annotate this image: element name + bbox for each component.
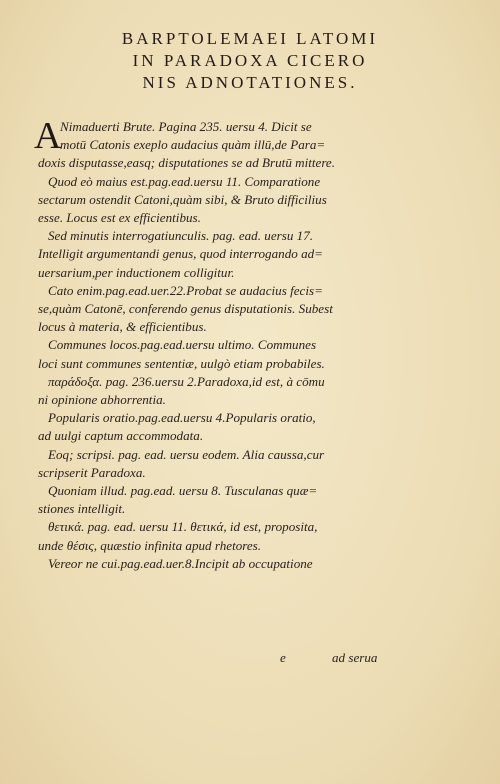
text-line: esse. Locus est ex efficientibus. bbox=[38, 210, 201, 226]
text-line: παράδοξα. pag. 236.uersu 2.Paradoxa,id est, à cōmu bbox=[48, 373, 325, 389]
text-line: Communes locos.pag.ead.uersu ultimo. Communes bbox=[48, 337, 317, 353]
text-line: Cato enim.pag.ead.uer.22.Probat se audacius fecis= bbox=[48, 282, 323, 298]
text-line: ni opinione abhorrentia. bbox=[38, 392, 166, 408]
text-line: se,quàm Catonē, conferendo genus disputationis. Subest bbox=[38, 301, 333, 317]
text-line: θετικά. pag. ead. uersu 11. θετικά, id est, proposita, bbox=[48, 519, 318, 535]
paragraph-4 bbox=[38, 282, 392, 337]
text-line: Vereor ne cui.pag.ead.uer.8.Incipit ab occupatione bbox=[48, 555, 313, 571]
paragraph-8 bbox=[38, 446, 392, 482]
text-line: sectarum ostendit Catoni,quàm sibi, & Bruto difficilius bbox=[38, 191, 327, 207]
paragraph-11 bbox=[38, 555, 392, 573]
heading-line-2: IN PARADOXA CICERO bbox=[132, 51, 368, 70]
text-line: unde θέσις, quæstio infinita apud rhetores. bbox=[38, 537, 262, 553]
paragraph-7 bbox=[38, 409, 392, 445]
text-line: locus à materia, & efficientibus. bbox=[38, 319, 207, 335]
paragraph-6 bbox=[38, 373, 392, 409]
annotation-body bbox=[34, 115, 392, 573]
heading-line-1: BARPTOLEMAEI LATOMI bbox=[121, 29, 379, 48]
text-line: Quoniam illud. pag.ead. uersu 8. Tusculanas quæ= bbox=[48, 483, 318, 499]
paragraph-5 bbox=[38, 336, 392, 372]
heading-line-3: NIS ADNOTATIONES. bbox=[142, 73, 358, 92]
text-line: Sed minutis interrogatiunculis. pag. ead. uersu 17. bbox=[48, 228, 314, 244]
text-line: ad uulgi captum accommodata. bbox=[38, 428, 204, 444]
text-line: Quod eò maius est.pag.ead.uersu 11. Comparatione bbox=[48, 173, 321, 189]
page-heading bbox=[0, 28, 500, 94]
catchword: ad serua bbox=[332, 650, 378, 665]
paragraph-1 bbox=[34, 115, 392, 173]
text-line: doxis disputasse,easq; disputationes se ad Brutū mittere. bbox=[38, 155, 336, 171]
paragraph-2 bbox=[38, 173, 392, 228]
text-line: scripserit Paradoxa. bbox=[38, 464, 146, 480]
text-line: loci sunt communes sententiæ, uulgò etiam probabiles. bbox=[38, 355, 325, 371]
text-line: Nimaduerti Brute. Pagina 235. uersu 4. Dicit se bbox=[60, 119, 312, 134]
paragraph-3 bbox=[38, 227, 392, 282]
text-line: Popularis oratio.pag.ead.uersu 4.Popularis oratio, bbox=[48, 410, 316, 426]
text-line: uersarium,per inductionem colligitur. bbox=[38, 264, 235, 280]
signature-mark: e bbox=[280, 650, 286, 665]
paragraph-10 bbox=[38, 518, 392, 554]
text-line: Intelligit argumentandi genus, quod interrogando ad= bbox=[38, 246, 323, 262]
drop-cap: A bbox=[34, 115, 62, 157]
text-line: motū Catonis exeplo audacius quàm illū,de Para= bbox=[60, 137, 326, 153]
paragraph-9 bbox=[38, 482, 392, 518]
text-line: Eoq; scripsi. pag. ead. uersu eodem. Alia caussa,cur bbox=[48, 446, 325, 462]
text-line: stiones intelligit. bbox=[38, 501, 126, 517]
